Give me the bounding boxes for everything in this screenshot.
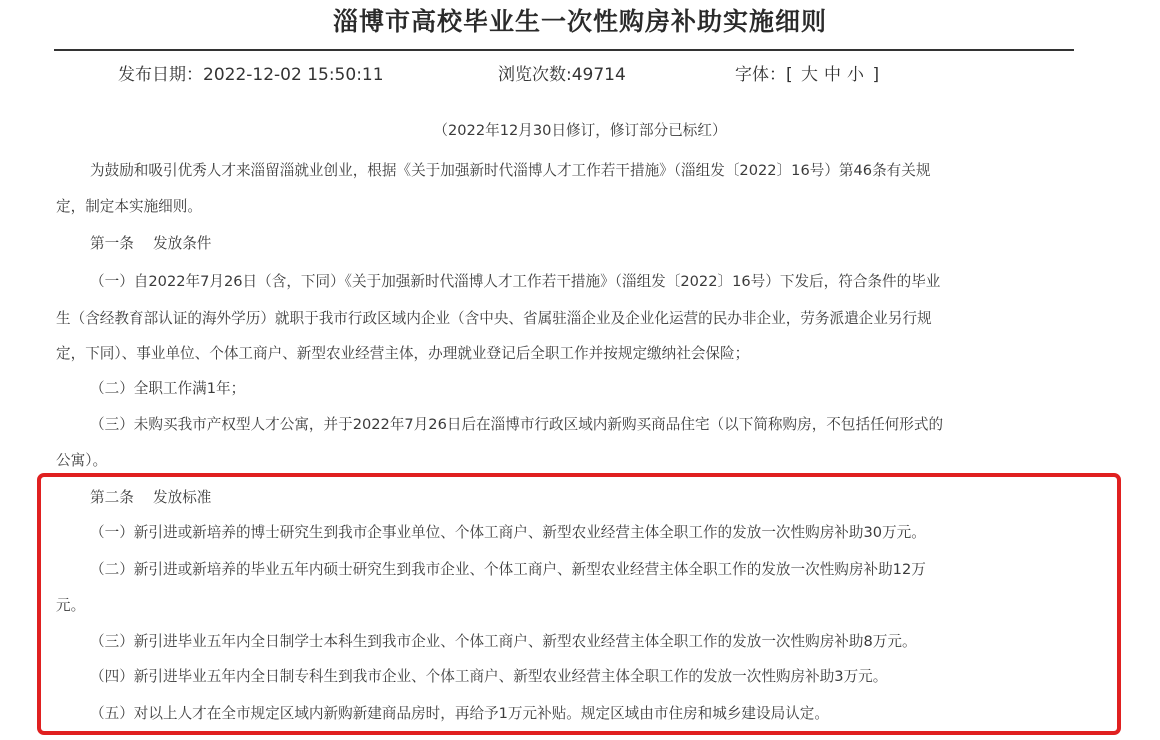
clause-line: 元。 <box>56 597 86 614</box>
clause-line: （一）自2022年7月26日（含，下同）《关于加强新时代淄博人才工作若干措施》（淄组发〔2022〕16号）下发后，符合条件的毕业 <box>90 273 941 290</box>
intro-paragraph-line: 定，制定本实施细则。 <box>56 198 202 215</box>
clause-line: 生（含经教育部认证的海外学历）就职于我市行政区域内企业（含中央、省属驻淄企业及企业化运营的民办非企业，劳务派遣企业另行规 <box>56 310 932 327</box>
view-count-info <box>498 62 626 88</box>
clause-line: （四）新引进毕业五年内全日制专科生到我市企业、个体工商户、新型农业经营主体全职工作的发放一次性购房补助3万元。 <box>90 668 888 685</box>
publish-info <box>118 62 384 88</box>
highlight-box <box>37 473 1121 735</box>
clause-line: 定，下同）、事业单位、个体工商户、新型农业经营主体，办理就业登记后全职工作并按规定缴纳社会保险； <box>56 345 750 362</box>
clause-line: （五）对以上人才在全市规定区域内新购新建商品房时，再给予1万元补贴。规定区域由市住房和城乡建设局认定。 <box>90 705 829 722</box>
clause-line: （一）新引进或新培养的博士研究生到我市企事业单位、个体工商户、新型农业经营主体全职工作的发放一次性购房补助30万元。 <box>90 524 926 541</box>
font-size-large-link[interactable]: 大 <box>801 65 819 85</box>
clause-line: （三）未购买我市产权型人才公寓，并于2022年7月26日后在淄博市行政区域内新购买商品住宅（以下简称购房，不包括任何形式的 <box>90 416 944 433</box>
views-label: 浏览次数: <box>498 65 572 85</box>
clause-line: （二）全职工作满1年； <box>90 380 246 397</box>
revision-note: （2022年12月30日修订，修订部分已标红） <box>433 122 727 139</box>
views-count: 49714 <box>571 65 626 85</box>
font-size-medium-link[interactable]: 中 <box>824 65 842 85</box>
clause-line: （二）新引进或新培养的毕业五年内硕士研究生到我市企业、个体工商户、新型农业经营主体全职工作的发放一次性购房补助12万 <box>90 561 926 578</box>
page-title: 淄博市高校毕业生一次性购房补助实施细则 <box>332 7 827 36</box>
section-heading: 第一条 发放条件 <box>90 235 212 252</box>
clause-line: 公寓）。 <box>56 452 108 469</box>
intro-paragraph-line: 为鼓励和吸引优秀人才来淄留淄就业创业，根据《关于加强新时代淄博人才工作若干措施》（淄组发〔2022〕16号）第46条有关规 <box>90 162 931 179</box>
bracket-close: ] <box>872 65 880 85</box>
publish-label: 发布日期： <box>118 65 203 85</box>
font-size-label: 字体： <box>735 65 786 85</box>
font-size-small-link[interactable]: 小 <box>847 65 865 85</box>
font-size-switcher <box>735 62 879 88</box>
clause-line: （三）新引进毕业五年内全日制学士本科生到我市企业、个体工商户、新型农业经营主体全职工作的发放一次性购房补助8万元。 <box>90 633 917 650</box>
section-heading: 第二条 发放标准 <box>90 489 212 506</box>
title-divider <box>54 49 1074 51</box>
publish-date: 2022-12-02 15:50:11 <box>203 65 384 85</box>
bracket-open: [ <box>786 65 793 85</box>
